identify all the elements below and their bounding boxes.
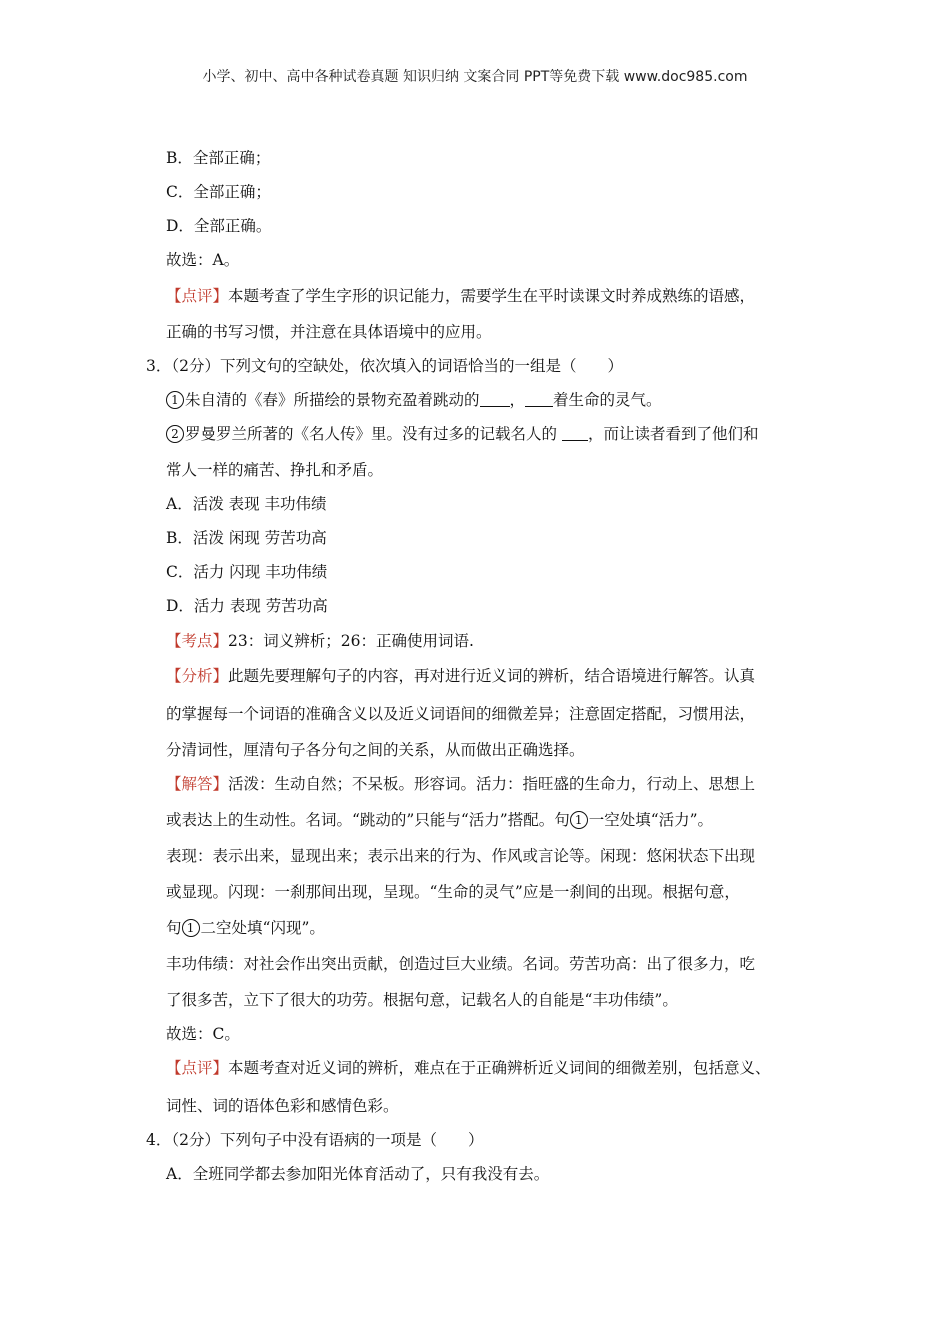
blank	[562, 426, 588, 441]
answer-prev: 故选：A。	[166, 251, 240, 269]
blank	[525, 392, 553, 407]
page-header: 小学、初中、高中各种试卷真题 知识归纳 文案合同 PPT等免费下载 www.doc985.com	[202, 69, 748, 85]
circled-number: 1	[182, 919, 200, 937]
circled-number: 1	[166, 391, 184, 409]
option-c: C．活力 闪现 丰功伟绩	[166, 563, 328, 581]
comment-2: 词性、词的语体色彩和感情色彩。	[166, 1097, 399, 1115]
jieda-1: 【解答】活泼：生动自然；不呆板。形容词。活力：指旺盛的生命力，行动上、思想上	[166, 775, 756, 793]
circled-number: 2	[166, 425, 184, 443]
option-d-prev: D．全部正确。	[166, 217, 272, 235]
jieda-tag: 【解答】	[166, 775, 229, 793]
answer-q3: 故选：C。	[166, 1025, 240, 1043]
comment-tag: 【点评】	[166, 1059, 229, 1077]
sentence-2-cont: 常人一样的痛苦、挣扎和矛盾。	[166, 461, 384, 479]
blank	[480, 392, 510, 407]
jieda-7: 了很多苦，立下了很大的功劳。根据句意，记载名人的自能是“丰功伟绩”。	[166, 991, 678, 1009]
jieda-4: 或显现。闪现：一刹那间出现，呈现。“生命的灵气”应是一刹间的出现。根据句意，	[166, 883, 740, 901]
comment-prev-2: 正确的书写习惯，并注意在具体语境中的应用。	[166, 323, 492, 341]
option-b: B．活泼 闲现 劳苦功高	[166, 529, 327, 547]
question-4: 4．（2分）下列句子中没有语病的一项是（ ）	[146, 1131, 484, 1149]
fenxi-1: 【分析】此题先要理解句子的内容，再对进行近义词的辨析，结合语境进行解答。认真	[166, 667, 756, 685]
question-3: 3．（2分）下列文句的空缺处，依次填入的词语恰当的一组是（ ）	[146, 357, 623, 375]
fenxi-2: 的掌握每一个词语的准确含义以及近义词语间的细微差异；注意固定搭配，习惯用法，	[166, 705, 756, 723]
circled-number: 1	[570, 811, 588, 829]
jieda-6: 丰功伟绩：对社会作出突出贡献，创造过巨大业绩。名词。劳苦功高：出了很多力，吃	[166, 955, 756, 973]
question-4-option-a: A．全班同学都去参加阳光体育活动了，只有我没有去。	[166, 1165, 550, 1183]
option-b-prev: B．全部正确；	[166, 149, 271, 167]
option-c-prev: C．全部正确；	[166, 183, 271, 201]
sentence-1: 1 朱自清的《春》所描绘的景物充盈着跳动的 ， 着生命的灵气。	[166, 390, 662, 410]
comment-1: 【点评】本题考查对近义词的辨析，难点在于正确辨析近义词间的细微差别，包括意义、	[166, 1059, 771, 1077]
jieda-2: 或表达上的生动性。名词。“跳动的”只能与“活力”搭配。句 1 一空处填“活力”。	[166, 811, 714, 829]
sentence-2: 2 罗曼罗兰所著的《名人传》里。没有过多的记载名人的 ，而让读者看到了他们和	[166, 424, 758, 444]
fenxi-3: 分清词性，厘清句子各分句之间的关系，从而做出正确选择。	[166, 741, 585, 759]
fenxi-tag: 【分析】	[166, 667, 229, 685]
comment-tag: 【点评】	[166, 287, 229, 305]
kaodian: 【考点】23：词义辨析；26：正确使用词语.	[166, 632, 474, 650]
option-a: A．活泼 表现 丰功伟绩	[166, 495, 327, 513]
kaodian-tag: 【考点】	[166, 632, 229, 650]
jieda-3: 表现：表示出来，显现出来；表示出来的行为、作风或言论等。闲现：悠闲状态下出现	[166, 847, 756, 865]
comment-prev-1: 【点评】本题考查了学生字形的识记能力，需要学生在平时读课文时养成熟练的语感，	[166, 287, 756, 305]
option-d: D．活力 表现 劳苦功高	[166, 597, 328, 615]
jieda-5: 句 1 二空处填“闪现”。	[166, 919, 325, 937]
